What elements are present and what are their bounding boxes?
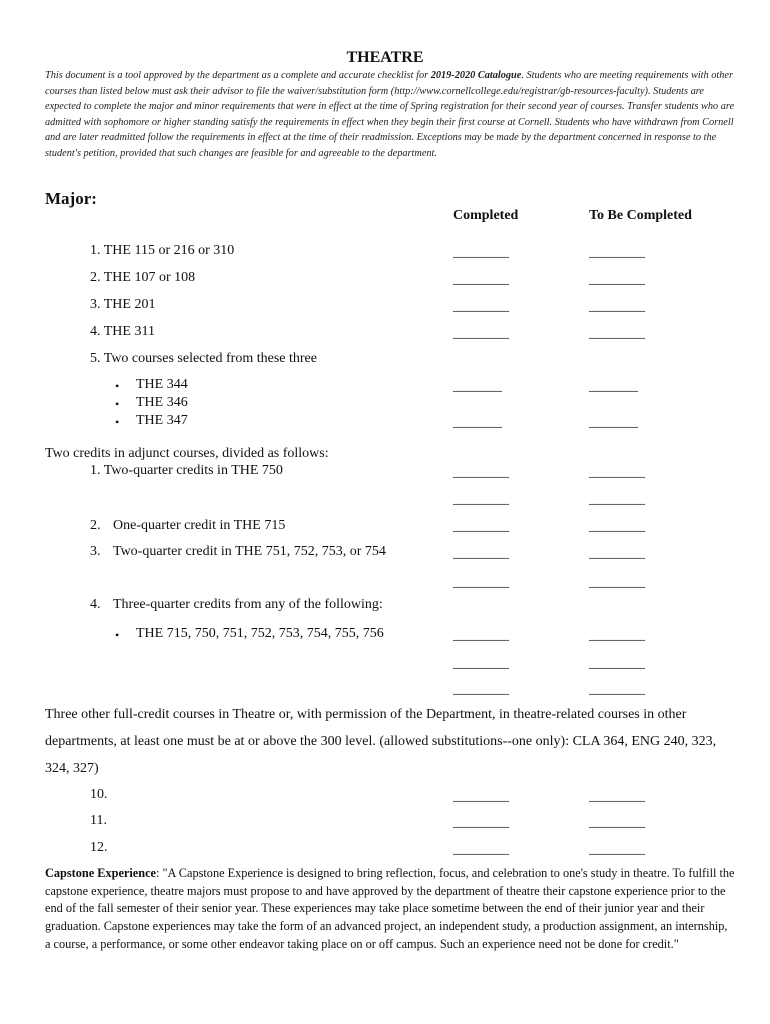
completed-blank[interactable]: ________	[453, 272, 509, 287]
course-number-10: 10.	[90, 787, 108, 802]
adjunct-item-4-courses: THE 715, 750, 751, 752, 753, 754, 755, 756	[136, 626, 384, 641]
adjunct-item-2: One-quarter credit in THE 715	[113, 518, 286, 533]
to-be-completed-blank[interactable]: _______	[589, 415, 638, 430]
capstone-label: Capstone Experience	[45, 866, 157, 880]
page-title: THEATRE	[346, 49, 424, 66]
to-be-completed-blank[interactable]: ________	[589, 789, 645, 804]
to-be-completed-blank[interactable]: ________	[589, 575, 645, 590]
bullet-icon: •	[115, 628, 120, 642]
intro-text-before: This document is a tool approved by the department as a complete and accurate checklist for	[45, 70, 431, 81]
to-be-completed-blank[interactable]: ________	[589, 628, 645, 643]
elective-the-344: THE 344	[136, 377, 188, 392]
completed-blank[interactable]: ________	[453, 245, 509, 260]
course-number-12: 12.	[90, 840, 108, 855]
completed-column-header: Completed	[453, 208, 519, 223]
completed-blank[interactable]: ________	[453, 789, 509, 804]
to-be-completed-blank[interactable]: ________	[589, 245, 645, 260]
to-be-completed-blank[interactable]: ________	[589, 492, 645, 507]
to-be-completed-blank[interactable]: ________	[589, 656, 645, 671]
to-be-completed-blank[interactable]: ________	[589, 326, 645, 341]
adjunct-item-4-number: 4.	[90, 597, 101, 612]
completed-blank[interactable]: ________	[453, 492, 509, 507]
elective-the-347: THE 347	[136, 413, 188, 428]
bullet-icon: •	[115, 397, 120, 411]
requirement-4: 4. THE 311	[90, 324, 155, 339]
completed-blank[interactable]: ________	[453, 546, 509, 561]
completed-blank[interactable]: ________	[453, 842, 509, 857]
adjunct-item-2-number: 2.	[90, 518, 101, 533]
bullet-icon: •	[115, 415, 120, 429]
adjunct-item-1: 1. Two-quarter credits in THE 750	[90, 463, 283, 478]
elective-the-346: THE 346	[136, 395, 188, 410]
other-courses-paragraph: Three other full-credit courses in Theatre or, with permission of the Department, in theatre-related courses in other departments, at least one must be at or above the 300 level. (allowed substitutions--one only): CLA 364, ENG 240, 323, 324, 327)	[45, 707, 717, 776]
to-be-completed-blank[interactable]: ________	[589, 682, 645, 697]
adjunct-item-3-number: 3.	[90, 544, 101, 559]
to-be-completed-blank[interactable]: _______	[589, 379, 638, 394]
catalogue-year: 2019-2020 Catalogue	[430, 70, 522, 81]
completed-blank[interactable]: _______	[453, 379, 502, 394]
completed-blank[interactable]: ________	[453, 815, 509, 830]
requirement-2: 2. THE 107 or 108	[90, 270, 196, 285]
requirement-3: 3. THE 201	[90, 297, 156, 312]
to-be-completed-blank[interactable]: ________	[589, 546, 645, 561]
intro-text-after: . Students who are meeting requirements with other courses than listed below must ask their advisor to file the waiver/substitution form (http://www.cornellcollege.edu/registrar/gb-resources-faculty). Students are expected to complete the major and minor requirements that were in effect at the time of Spring registration for their second year of courses. Transfer students who are admitted with sophomore or higher standing satisfy the requirements in effect when they begin their first course at Cornell. Students who have withdrawn from Cornell and are later readmitted follow the requirements in effect at the time of their readmission. Exceptions may be made by the department concerned in response to the student's petition, provided that such changes are feasible for and agreeable to the department.	[45, 70, 735, 159]
completed-blank[interactable]: ________	[453, 299, 509, 314]
completed-blank[interactable]: _______	[453, 415, 502, 430]
capstone-text: : "A Capstone Experience is designed to bring reflection, focus, and celebration to one's study in theatre. To fulfill the capstone experience, theatre majors must propose to and have approved by the department of theatre their capstone experience prior to the end of the fall semester of their senior year. These experiences may take place sometime between the end of their junior year and their graduation. Capstone experiences may take the form of an advanced project, an independent study, a production assignment, an internship, a course, a performance, or some other endeavor taking place on or off campus. Such an experience need not be done for credit."	[45, 866, 735, 951]
completed-blank[interactable]: ________	[453, 628, 509, 643]
to-be-completed-blank[interactable]: ________	[589, 465, 645, 480]
to-be-completed-blank[interactable]: ________	[589, 842, 645, 857]
adjunct-item-3: Two-quarter credit in THE 751, 752, 753, or 754	[113, 544, 386, 559]
bullet-icon: •	[115, 379, 120, 393]
to-be-completed-blank[interactable]: ________	[589, 815, 645, 830]
adjunct-item-4: Three-quarter credits from any of the following:	[113, 597, 383, 612]
to-be-completed-blank[interactable]: ________	[589, 272, 645, 287]
completed-blank[interactable]: ________	[453, 519, 509, 534]
major-heading: Major:	[45, 189, 97, 208]
requirement-5: 5. Two courses selected from these three	[90, 351, 317, 366]
to-be-completed-blank[interactable]: ________	[589, 299, 645, 314]
requirement-1: 1. THE 115 or 216 or 310	[90, 243, 235, 258]
completed-blank[interactable]: ________	[453, 326, 509, 341]
course-number-11: 11.	[90, 813, 107, 828]
to-be-completed-column-header: To Be Completed	[589, 208, 692, 223]
completed-blank[interactable]: ________	[453, 575, 509, 590]
completed-blank[interactable]: ________	[453, 465, 509, 480]
adjunct-heading: Two credits in adjunct courses, divided as follows:	[45, 446, 329, 461]
completed-blank[interactable]: ________	[453, 682, 509, 697]
intro-paragraph	[45, 68, 735, 162]
to-be-completed-blank[interactable]: ________	[589, 519, 645, 534]
completed-blank[interactable]: ________	[453, 656, 509, 671]
capstone-paragraph	[45, 865, 735, 954]
